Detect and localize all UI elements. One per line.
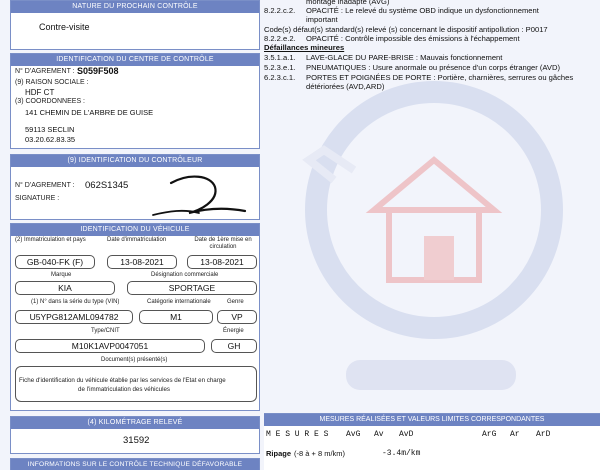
energie-label: Énergie [223,328,244,334]
info-bottom-header: INFORMATIONS SUR LE CONTRÔLE TECHNIQUE DÉFAVORABLE [11,459,259,470]
date-immat-value: 13-08-2021 [107,255,177,269]
date-first-value: 13-08-2021 [187,255,257,269]
docs-label: Document(s) présenté(s) [101,357,168,363]
genre-label: Genre [227,299,244,305]
minor-text-2: PNEUMATIQUES : Usure anormale ou présence d'un corps étranger (AVD) [306,63,560,72]
next-visit-value: Contre-visite [39,22,90,32]
signature-mark [149,171,253,219]
centre-header: IDENTIFICATION DU CENTRE DE CONTRÔLE [11,54,259,66]
defect-text-1: OPACITÉ : Le relevé du système OBD indique un dysfonctionnement [306,6,539,15]
categorie-value: M1 [139,310,213,324]
km-header: (4) KILOMÉTRAGE RELEVÉ [11,417,259,429]
minor-code-2: 5.2.3.e.1. [264,63,296,72]
info-bottom-box [10,458,260,470]
next-visit-header: NATURE DU PROCHAIN CONTRÔLE [11,1,259,13]
controleur-agrement-label: N° D'AGREMENT : [15,182,75,189]
vehicle-header: IDENTIFICATION DU VÉHICULE [11,224,259,236]
marque-label: Marque [51,272,72,278]
designation-label: Désignation commerciale [151,272,219,278]
measures-box [264,413,600,470]
centre-agrement-label: N° D'AGREMENT : [15,68,75,75]
defect-text-3: OPACITÉ : Contrôle impossible des émissions à l'échappement [306,34,520,43]
centre-phone: 03.20.62.83.35 [25,135,76,144]
minor-defects-header: Défaillances mineures [264,43,345,52]
measures-col-arg: ArG [482,430,497,439]
vehicle-box [10,223,260,411]
genre-value: VP [217,310,257,324]
type-label: Type/CNIT [91,328,120,334]
km-box [10,416,260,454]
defect-line-2: Code(s) défaut(s) standard(s) relevé (s) concernant le dispositif antipollution : P0017 [264,25,548,34]
designation-value: SPORTAGE [127,281,257,295]
centre-coord-label: (3) COORDONNEES : [15,98,86,105]
measures-header: MESURES RÉALISÉES ET VALEURS LIMITES CORRESPONDANTES [264,414,600,426]
minor-text-1: LAVE-GLACE DU PARE-BRISE : Mauvais fonctionnement [306,53,503,62]
vin-value: U5YPG812AML094782 [15,310,133,324]
categorie-label: Catégorie internationale [147,299,211,305]
km-value: 31592 [123,435,150,446]
type-value: M10K1AVP0047051 [15,339,205,353]
immat-value: GB-040-FK (F) [15,255,95,269]
defects-panel [264,0,600,470]
date-immat-label: Date d'immatriculation [107,237,167,243]
measures-col-ard: ArD [536,430,551,439]
controleur-box [10,154,260,220]
docs-value-box [15,366,257,402]
date-first-label: Date de 1ère mise en circulation [194,237,252,250]
marque-value: KIA [15,281,115,295]
measures-col-av: Av [374,430,384,439]
centre-raison-label: (9) RAISON SOCIALE : [15,79,89,86]
centre-address-line1: 141 CHEMIN DE L'ARBRE DE GUISE [25,108,154,117]
vin-label: (1) N° dans la série du type (VIN) [31,299,120,305]
measures-col-avd: AvD [399,430,414,439]
minor-code-3: 6.2.3.c.1. [264,73,296,82]
defect-code-3: 8.2.2.e.2. [264,34,296,43]
controleur-agrement-value: 062S1345 [85,180,129,191]
centre-address-line2: 59113 SECLIN [25,125,75,134]
minor-text-3: PORTES ET POIGNÉES DE PORTE : Portière, charnières, serrures ou gâches [306,73,574,82]
docs-value-line2: de l'immatriculation des véhicules [78,386,170,393]
centre-raison-value: HDF CT [25,88,55,97]
watermark-magnifier-icon [284,60,584,400]
centre-agrement-value: S059F508 [77,66,119,76]
energie-value: GH [211,339,257,353]
defect-text-1-cont: important [306,15,338,24]
centre-box [10,53,260,149]
measures-title: M E S U R E S [266,430,329,439]
controleur-header: (9) IDENTIFICATION DU CONTRÔLEUR [11,155,259,167]
ripage-value: -3.4m/km [382,449,421,458]
measures-col-avg: AvG [346,430,361,439]
minor-code-1: 3.5.1.a.1. [264,53,296,62]
measures-col-ar: Ar [510,430,520,439]
ripage-range: (-8 à + 8 m/km) [294,449,346,458]
ripage-label: Ripage [266,449,292,458]
immat-label: (2) Immatriculation et pays [15,237,86,243]
controleur-signature-label: SIGNATURE : [15,195,60,202]
defect-line-0: montage inadapté (AVG) [306,0,390,6]
defect-code-1: 8.2.2.c.2. [264,6,296,15]
minor-text-3-cont: détériorées (AVD,ARD) [306,82,385,91]
docs-value-line1: Fiche d'identification du véhicule établie par les services de l'Etat en charge [19,377,226,384]
next-visit-box [10,0,260,50]
